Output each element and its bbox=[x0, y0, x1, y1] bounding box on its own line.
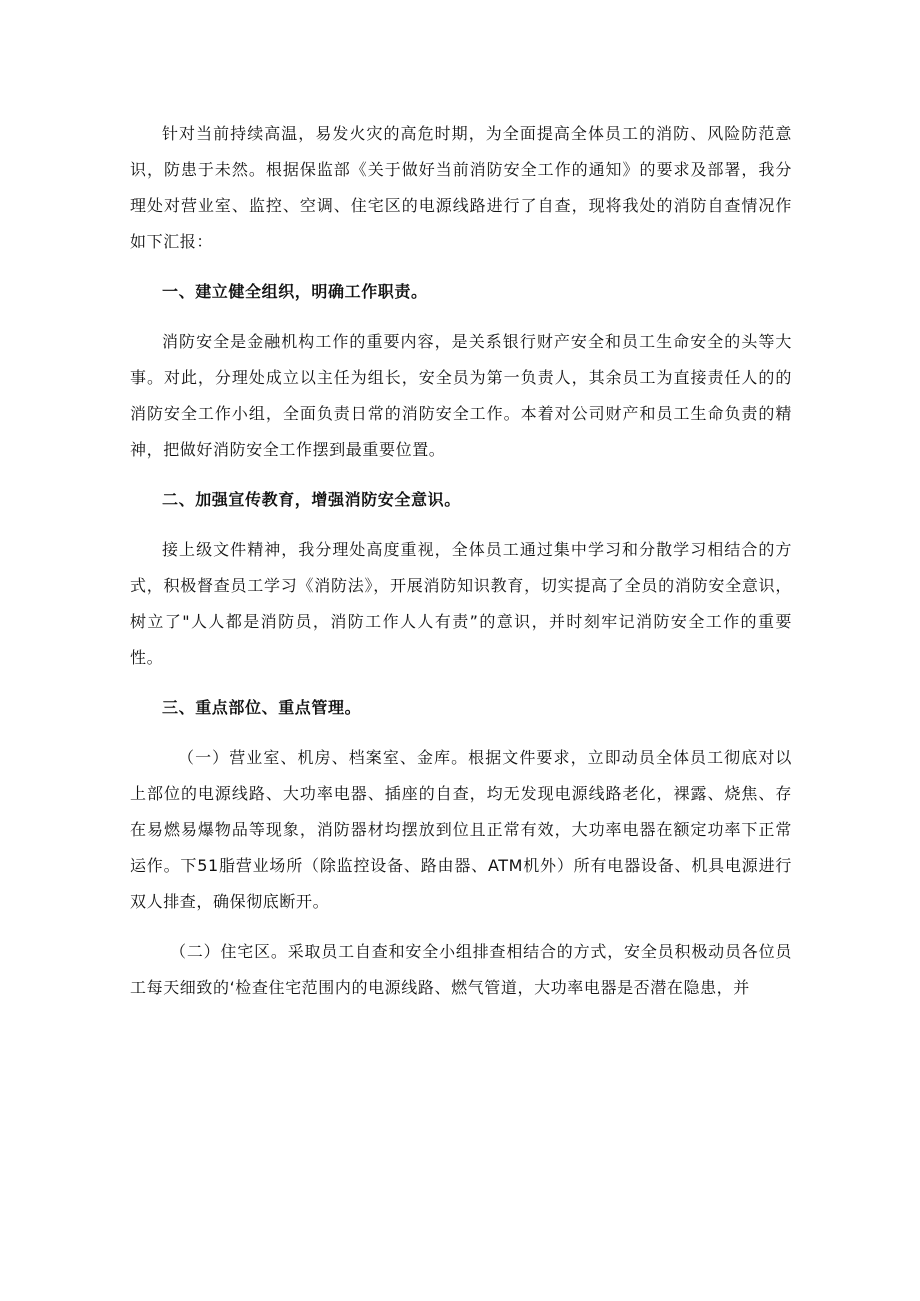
section-2-paragraph: 接上级文件精神，我分理处高度重视，全体员工通过集中学习和分散学习相结合的方式，积极督查员工学习《消防法》，开展消防知识教育，切实提高了全员的消防安全意识，树立了"人人都是消防员，消防工作人人有责”的意识，并时刻牢记消防安全工作的重要性。 bbox=[130, 540, 792, 667]
document-body bbox=[130, 116, 792, 1006]
intro-paragraph: 针对当前持续高温，易发火灾的高危时期，为全面提高全体员工的消防、风险防范意识，防患于未然。根据保监部《关于做好当前消防安全工作的通知》的要求及部署，我分理处对营业室、监控、空调、住宅区的电源线路进行了自查，现将我处的消防自查情况作如下汇报： bbox=[130, 124, 792, 251]
section-3-item-2: （二）住宅区。采取员工自查和安全小组排查相结合的方式，安全员积极动员各位员工每天细致的‘检查住宅范围内的电源线路、燃气管道，大功率电器是否潜在隐患，并 bbox=[130, 942, 792, 997]
section-3-heading: 三、重点部位、重点管理。 bbox=[162, 698, 362, 717]
section-3-item-1: （一）营业室、机房、档案室、金库。根据文件要求，立即动员全体员工彻底对以上部位的电源线路、大功率电器、插座的自查，均无发现电源线路老化，裸露、烧焦、存在易燃易爆物品等现象，消防器材均摆放到位且正常有效，大功率电器在额定功率下正常运作。下51脂营业场所（除监控设备、路由器、ATM机外）所有电器设备、机具电源进行双人排查，确保彻底断开。 bbox=[130, 748, 792, 911]
section-1-paragraph: 消防安全是金融机构工作的重要内容，是关系银行财产安全和员工生命安全的头等大事。对此，分理处成立以主任为组长，安全员为第一负责人，其余员工为直接责任人的的消防安全工作小组，全面负责日常的消防安全工作。本着对公司财产和员工生命负责的精神，把做好消防安全工作摆到最重要位置。 bbox=[130, 332, 792, 459]
section-2-heading: 二、加强宣传教育，增强消防安全意识。 bbox=[162, 490, 461, 509]
section-1-heading: 一、建立健全组织，明确工作职责。 bbox=[162, 282, 428, 301]
